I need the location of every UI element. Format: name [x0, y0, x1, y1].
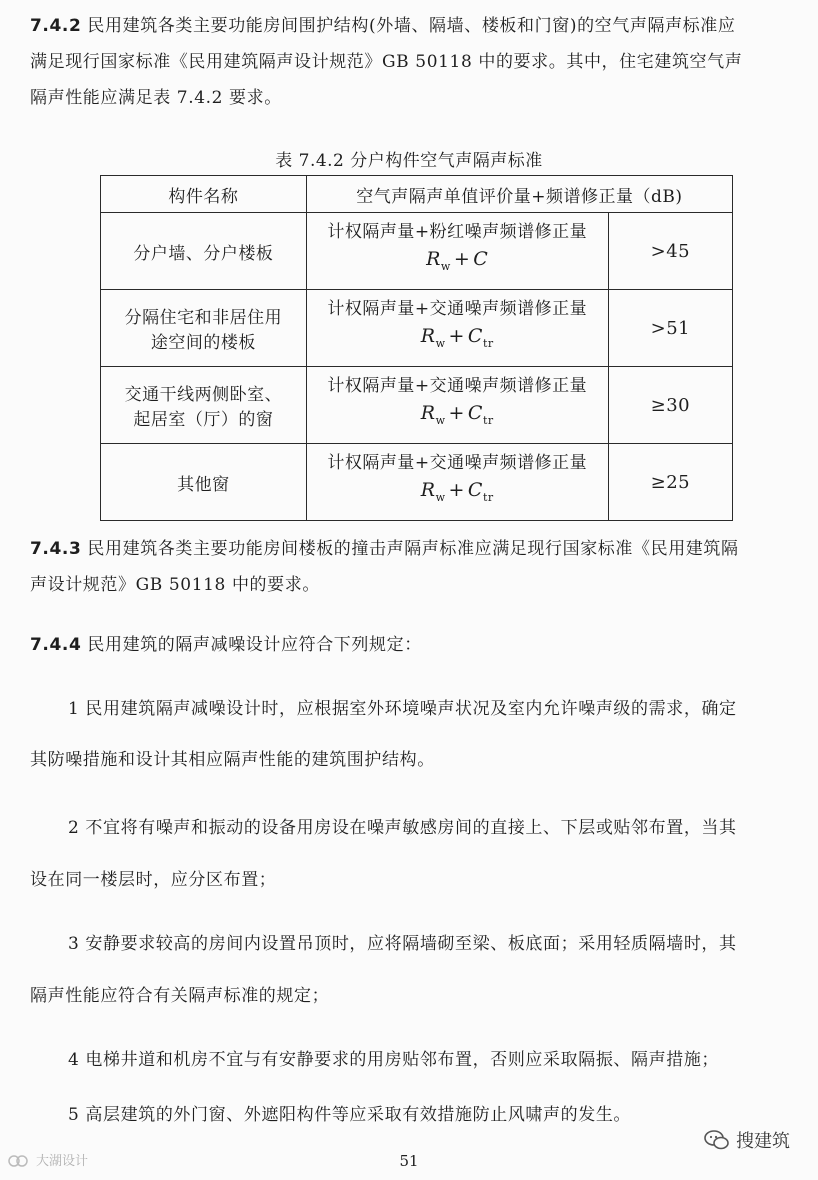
paragraph-line: 民用建筑各类主要功能房间围护结构(外墙、隔墙、楼板和门窗)的空气声隔声标准应: [87, 16, 736, 36]
component-name: 交通干线两侧卧室、 起居室（厅）的窗: [101, 367, 307, 444]
page-number: 51: [399, 1152, 419, 1170]
paragraph-line: 满足现行国家标准《民用建筑隔声设计规范》GB 50118 中的要求。其中，住宅建筑空气声: [30, 52, 743, 72]
list-item-cont: 其防噪措施和设计其相应隔声性能的建筑围护结构。: [30, 750, 435, 770]
table-header-row: [101, 176, 733, 213]
section-7-4-3: [30, 531, 805, 603]
section-number: 7.4.4: [30, 635, 82, 655]
evaluation-desc: 计权隔声量+粉红噪声频谱修正量: [327, 222, 588, 243]
component-name: 分隔住宅和非居住用 途空间的楼板: [101, 290, 307, 367]
evaluation-desc: 计权隔声量+交通噪声频谱修正量: [327, 376, 588, 397]
standard-value: ≥25: [608, 444, 732, 521]
watermark-text: 大湖设计: [36, 1154, 89, 1169]
section-7-4-2: [30, 8, 805, 116]
sound-insulation-table: [100, 175, 733, 521]
standard-value: ≥30: [608, 367, 732, 444]
component-name: 其他窗: [101, 444, 307, 521]
wechat-icon: [704, 1129, 730, 1151]
evaluation-cell: [306, 213, 608, 290]
section-number: 7.4.3: [30, 539, 82, 559]
list-item: 2 不宜将有噪声和振动的设备用房设在噪声敏感房间的直接上、下层或贴邻布置，当其: [68, 818, 737, 838]
paragraph-line: 声设计规范》GB 50118 中的要求。: [30, 575, 320, 595]
brand-name: 搜建筑: [736, 1131, 790, 1152]
component-name: 分户墙、分户楼板: [101, 213, 307, 290]
brand-watermark: [704, 1127, 790, 1153]
formula: $R_w + C_{tr}$: [420, 479, 494, 504]
table-row: [101, 290, 733, 367]
list-item-cont: 设在同一楼层时，应分区布置；: [30, 870, 277, 890]
list-item: 5 高层建筑的外门窗、外遮阳构件等应采取有效措施防止风啸声的发生。: [68, 1105, 632, 1125]
evaluation-desc: 计权隔声量+交通噪声频谱修正量: [327, 299, 588, 320]
paragraph-line: 民用建筑各类主要功能房间楼板的撞击声隔声标准应满足现行国家标准《民用建筑隔: [87, 539, 739, 559]
evaluation-cell: [306, 290, 608, 367]
section-number: 7.4.2: [30, 16, 82, 36]
formula: $R_w + C$: [426, 248, 489, 273]
table-row: [101, 367, 733, 444]
formula: $R_w + C_{tr}$: [420, 325, 494, 350]
table-caption: 表 7.4.2 分户构件空气声隔声标准: [275, 151, 543, 171]
standard-value: >45: [608, 213, 732, 290]
list-item: 3 安静要求较高的房间内设置吊顶时，应将隔墙砌至梁、板底面；采用轻质隔墙时，其: [68, 934, 737, 954]
standard-value: >51: [608, 290, 732, 367]
section-7-4-4: [30, 630, 805, 660]
list-item: 1 民用建筑隔声减噪设计时，应根据室外环境噪声状况及室内允许噪声级的需求，确定: [68, 699, 737, 719]
evaluation-cell: [306, 444, 608, 521]
header-evaluation: 空气声隔声单值评价量+频谱修正量（dB): [306, 176, 732, 213]
table-row: [101, 213, 733, 290]
header-component-name: 构件名称: [101, 176, 307, 213]
list-item-cont: 隔声性能应符合有关隔声标准的规定；: [30, 986, 330, 1006]
list-item: 4 电梯井道和机房不宜与有安静要求的用房贴邻布置，否则应采取隔振、隔声措施；: [68, 1050, 720, 1070]
section-intro: 民用建筑的隔声减噪设计应符合下列规定：: [87, 635, 422, 655]
formula: $R_w + C_{tr}$: [420, 402, 494, 427]
paragraph-line: 隔声性能应满足表 7.4.2 要求。: [30, 88, 282, 108]
table-row: [101, 444, 733, 521]
evaluation-cell: [306, 367, 608, 444]
evaluation-desc: 计权隔声量+交通噪声频谱修正量: [327, 453, 588, 474]
